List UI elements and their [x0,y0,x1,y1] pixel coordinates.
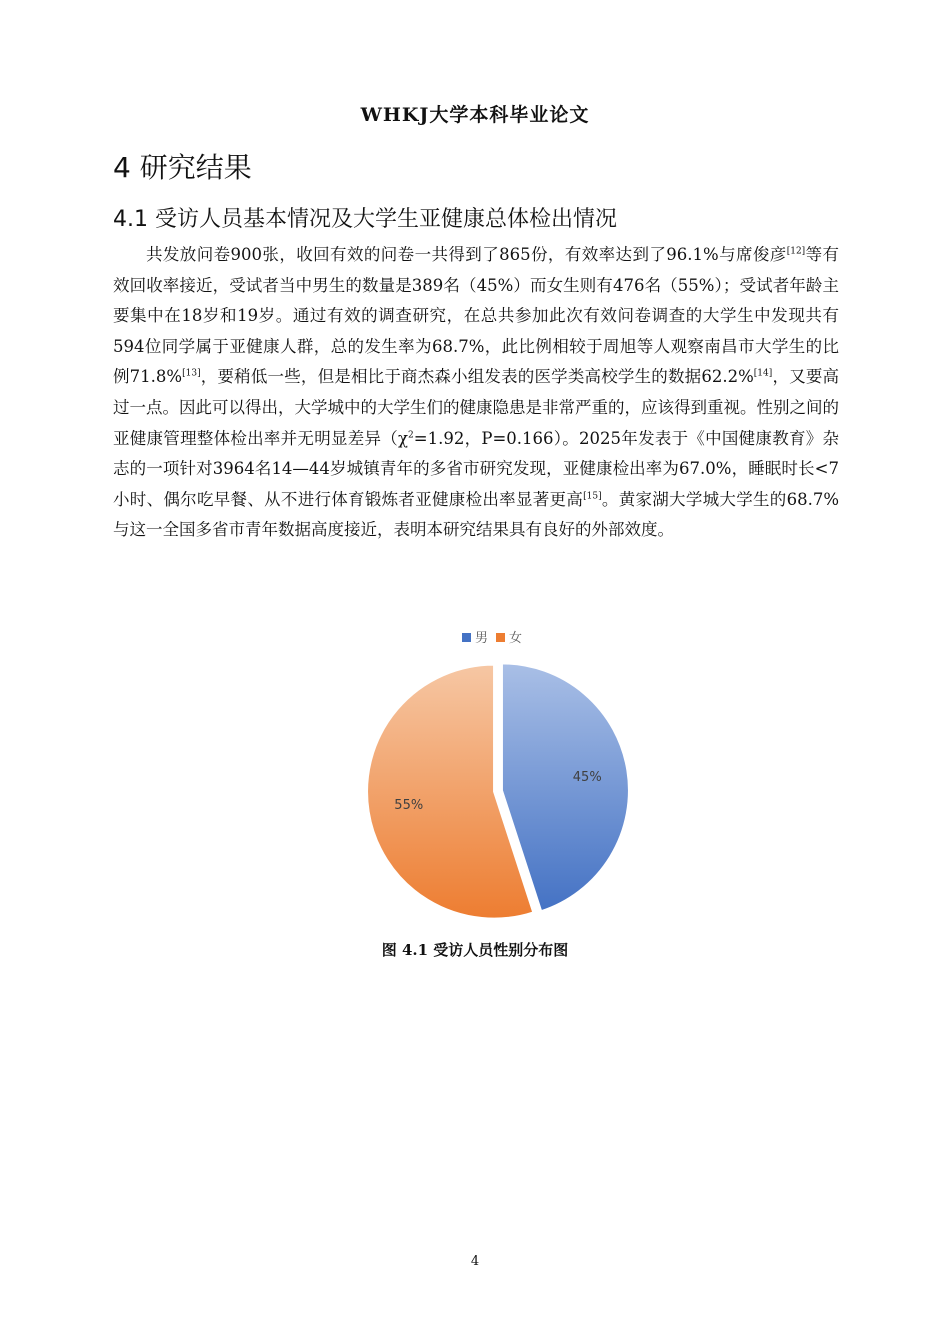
paragraph-text-2: 等有效回收率接近，受试者当中男生的数量是389名（45%）而女生则有476名（55%）；受试者年龄主要集中在18岁和19岁。通过有效的调查研究，在总共参加此次有效问卷调查的大学生中发现共有594位同学属于亚健康人群，总的发生率为68.7%，此比例相较于周旭等人观察南昌市大学生的比例71.8% [113,245,839,387]
citation-15: [15] [583,491,602,502]
legend-label: 男 [475,631,489,646]
gender-pie-chart [340,622,660,932]
section-heading: 4 研究结果 [113,151,252,184]
citation-13: [13] [182,368,201,379]
superscript-2: 2 [408,430,414,441]
body-paragraph [113,240,839,546]
paragraph-text-6: 。黄家湖大学城大学生的68.7%与这一全国多省市青年数据高度接近，表明本研究结果具有良好的外部效度。 [113,489,840,540]
pie-slices [367,663,629,918]
paragraph-text-5: =1.92，P=0.166）。2025年发表于《中国健康教育》杂志的一项针对3964名14—44岁城镇青年的多省市研究发现，亚健康检出率为67.0%，睡眠时长<7小时、偶尔吃早餐、从不进行体育锻炼者亚健康检出率显著更高 [113,428,839,509]
paragraph-text-4: ，又要高过一点。因此可以得出，大学城中的大学生们的健康隐患是非常严重的，应该得到重视。性别之间的亚健康管理整体检出率并无明显差异（χ [113,367,840,448]
legend-swatch [462,633,471,642]
page-number: 4 [470,1254,480,1269]
chart-legend [462,631,522,646]
paragraph-text-1: 共发放问卷900张，收回有效的问卷一共得到了865份，有效率达到了96.1%与席俊彦 [146,245,787,264]
paragraph-text-3: ，要稍低一些，但是相比于商杰森小组发表的医学类高校学生的数据62.2% [200,367,754,387]
citation-12: [12] [786,246,806,257]
pie-data-label: 45% [572,769,602,785]
running-header: WHKJ大学本科毕业论文 [360,104,590,126]
pie-data-label: 55% [394,798,424,814]
body-text [113,240,839,546]
subsection-heading: 4.1 受访人员基本情况及大学生亚健康总体检出情况 [113,207,617,232]
citation-14: [14] [753,368,773,379]
figure-caption: 图 4.1 受访人员性别分布图 [381,941,569,959]
legend-label: 女 [509,631,523,646]
legend-swatch [496,633,505,642]
pie-chart-svg [340,622,660,932]
